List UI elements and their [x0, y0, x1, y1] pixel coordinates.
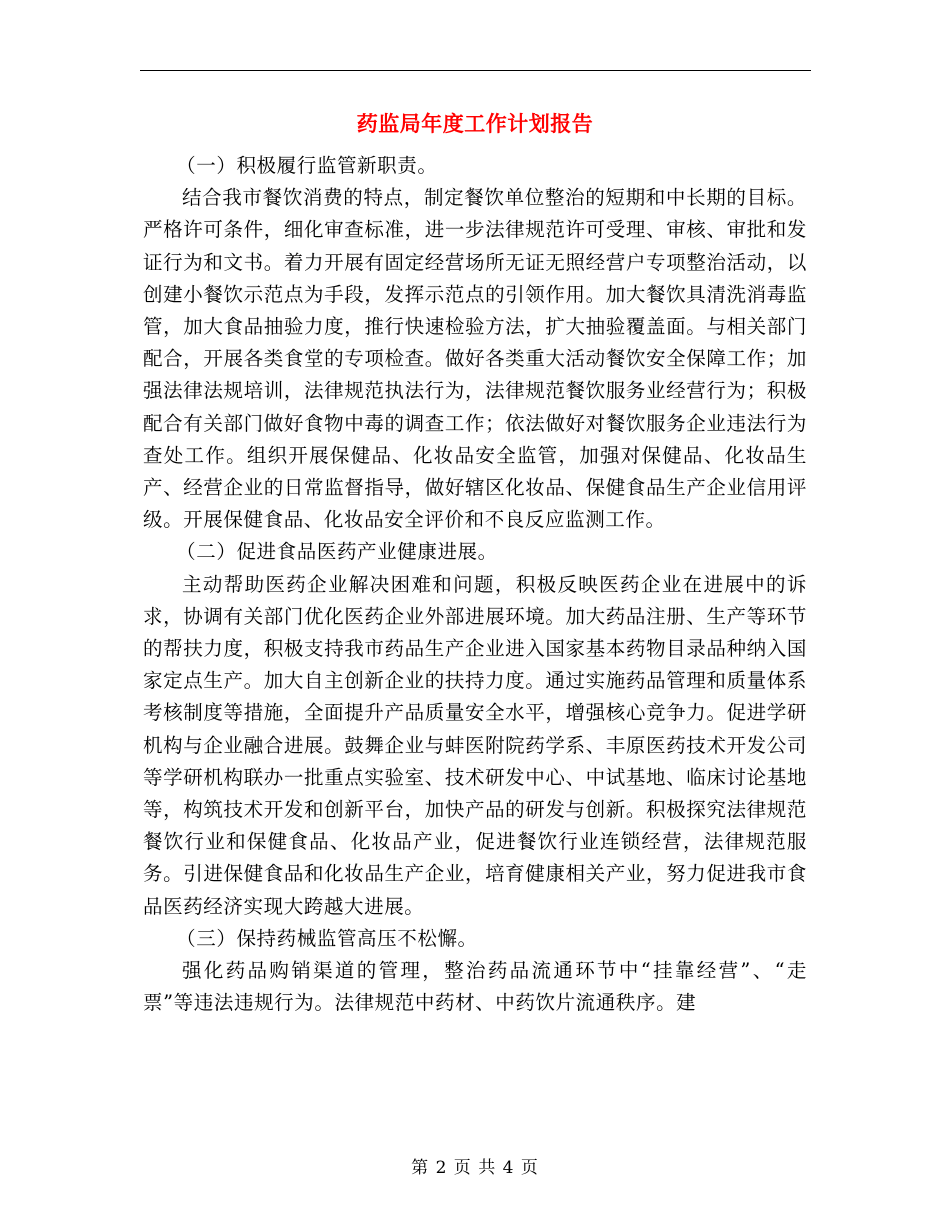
paragraph-3: 强化药品购销渠道的管理，整治药品流通环节中“挂靠经营”、“走票”等违法违规行为。法律规范中药材、中药饮片流通秩序。建 — [143, 959, 807, 1015]
section-heading-3: （三）保持药械监管高压不松懈。 — [176, 926, 478, 950]
document-title: 药监局年度工作计划报告 — [356, 111, 594, 136]
document-body — [143, 150, 807, 1019]
section-heading-2: （二）促进食品医药产业健康进展。 — [176, 540, 498, 564]
paragraph-1: 结合我市餐饮消费的特点，制定餐饮单位整治的短期和中长期的目标。严格许可条件，细化审查标准，进一步法律规范许可受理、审核、审批和发证行为和文书。着力开展有固定经营场所无证无照经营户专项整治活动，以创建小餐饮示范点为手段，发挥示范点的引领作用。加大餐饮具清洗消毒监管，加大食品抽验力度，推行快速检验方法，扩大抽验覆盖面。与相关部门配合，开展各类食堂的专项检查。做好各类重大活动餐饮安全保障工作；加强法律法规培训，法律规范执法行为，法律规范餐饮服务业经营行为；积极配合有关部门做好食物中毒的调查工作；依法做好对餐饮服务企业违法行为查处工作。组织开展保健品、化妆品安全监管，加强对保健品、化妆品生产、经营企业的日常监督指导，做好辖区化妆品、保健食品生产企业信用评级。开展保健食品、化妆品安全评价和不良反应监测工作。 — [143, 186, 807, 532]
header-rule — [140, 70, 811, 71]
section-heading-1: （一）积极履行监管新职责。 — [176, 154, 438, 177]
page-number-footer: 第 2 页 共 4 页 — [411, 1158, 539, 1178]
paragraph-2: 主动帮助医药企业解决困难和问题，积极反映医药企业在进展中的诉求，协调有关部门优化医药企业外部进展环境。加大药品注册、生产等环节的帮扶力度，积极支持我市药品生产企业进入国家基本药物目录品种纳入国家定点生产。加大自主创新企业的扶持力度。通过实施药品管理和质量体系考核制度等措施，全面提升产品质量安全水平，增强核心竞争力。促进学研机构与企业融合进展。鼓舞企业与蚌医附院药学系、丰原医药技术开发公司等学研机构联办一批重点实验室、技术研发中心、中试基地、临床讨论基地等，构筑技术开发和创新平台，加快产品的研发与创新。积极探究法律规范餐饮行业和保健食品、化妆品产业，促进餐饮行业连锁经营，法律规范服务。引进保健食品和化妆品生产企业，培育健康相关产业，努力促进我市食品医药经济实现大跨越大进展。 — [143, 572, 807, 918]
